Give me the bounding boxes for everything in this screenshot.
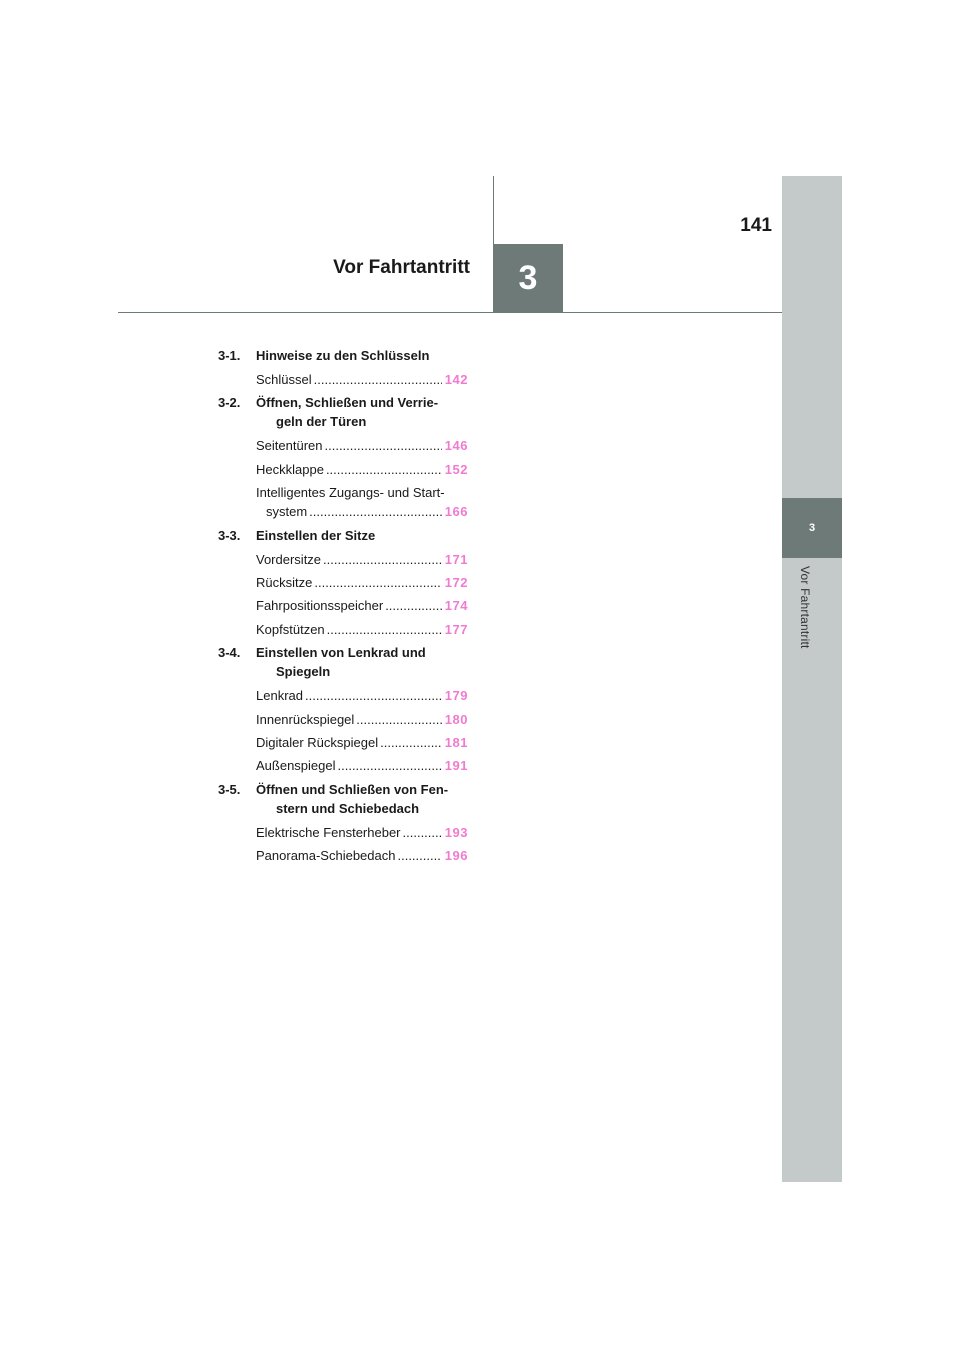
chapter-side-tab[interactable] xyxy=(782,498,842,558)
page-link[interactable]: 146 xyxy=(444,438,468,454)
page-link[interactable]: 196 xyxy=(444,848,468,864)
section-number: 3-4. xyxy=(218,645,241,661)
toc-section xyxy=(218,526,468,545)
entry-title: Außenspiegel xyxy=(256,758,336,774)
toc-entry[interactable] xyxy=(256,620,468,639)
side-tab-number: 3 xyxy=(808,522,816,534)
section-title xyxy=(256,643,468,681)
page-link[interactable]: 179 xyxy=(444,688,468,704)
section-title-line: stern und Schiebedach xyxy=(276,800,420,816)
entry-title: Digitaler Rückspiegel xyxy=(256,734,379,750)
entry-title: Innenrückspiegel xyxy=(256,711,355,727)
toc-entry[interactable] xyxy=(256,756,468,775)
toc-entry[interactable] xyxy=(256,573,468,592)
toc-entry[interactable] xyxy=(256,370,468,389)
entry-title: Heckklappe xyxy=(256,461,324,477)
entry-title: Fahrpositionsspeicher xyxy=(256,598,384,614)
side-strip xyxy=(782,176,842,1182)
page-link[interactable]: 177 xyxy=(444,621,468,637)
toc-entry[interactable] xyxy=(256,710,468,729)
toc-entry[interactable] xyxy=(256,686,468,705)
entry-title: Schlüssel xyxy=(256,372,312,387)
chapter-number: 3 xyxy=(518,259,538,297)
entry-title: Seitentüren xyxy=(256,438,323,454)
entry-title: Elektrische Fensterheber xyxy=(256,824,401,840)
section-title-line: Öffnen und Schließen von Fen- xyxy=(256,781,449,797)
page-link[interactable]: 180 xyxy=(444,711,468,727)
toc-section xyxy=(218,780,468,818)
section-title xyxy=(256,393,468,431)
entry-title-continued: system xyxy=(266,504,308,520)
page-link[interactable]: 172 xyxy=(444,574,468,590)
page-link[interactable]: 181 xyxy=(444,734,468,750)
entry-title: Kopfstützen xyxy=(256,621,325,637)
chapter-number-box xyxy=(493,244,563,313)
entry-title: Intelligentes Zugangs- und Start- xyxy=(256,485,445,501)
section-number: 3-5. xyxy=(218,781,241,797)
section-title-line: Spiegeln xyxy=(276,664,331,680)
side-tab-label: Vor Fahrtantritt xyxy=(798,566,812,649)
section-title-line: Öffnen, Schließen und Verrie- xyxy=(256,395,439,411)
toc-entry[interactable] xyxy=(256,483,468,521)
section-title-line: Einstellen von Lenkrad und xyxy=(256,645,426,661)
entry-title: Panorama-Schiebedach xyxy=(256,848,396,864)
toc-section xyxy=(218,346,468,365)
page-link[interactable]: 171 xyxy=(444,551,468,567)
page-link[interactable]: 152 xyxy=(444,461,468,477)
table-of-contents xyxy=(218,346,468,869)
section-title: Einstellen der Sitze xyxy=(256,527,376,543)
entry-title: Rücksitze xyxy=(256,574,313,590)
header-vertical-rule xyxy=(493,176,494,246)
entry-title: Vordersitze xyxy=(256,551,322,567)
toc-entry[interactable] xyxy=(256,733,468,752)
toc-entry[interactable] xyxy=(256,596,468,615)
toc-section xyxy=(218,393,468,431)
section-title-line: geln der Türen xyxy=(276,414,367,430)
section-number: 3-3. xyxy=(218,527,241,543)
chapter-title: Vor Fahrtantritt xyxy=(333,257,470,278)
page-link[interactable]: 191 xyxy=(444,758,468,774)
entry-title: Lenkrad xyxy=(256,688,303,704)
toc-entry[interactable] xyxy=(256,460,468,479)
section-title xyxy=(256,780,468,818)
toc-entry[interactable] xyxy=(256,550,468,569)
page-link[interactable]: 193 xyxy=(444,824,468,840)
toc-entry[interactable] xyxy=(256,436,468,455)
section-number: 3-2. xyxy=(218,395,241,411)
section-title: Hinweise zu den Schlüsseln xyxy=(256,348,430,363)
page-link[interactable]: 166 xyxy=(444,504,468,520)
page-link[interactable]: 174 xyxy=(444,598,468,614)
toc-section xyxy=(218,643,468,681)
page-link[interactable]: 142 xyxy=(444,372,468,387)
section-number: 3-1. xyxy=(218,348,241,363)
toc-entry[interactable] xyxy=(256,846,468,865)
page-number: 141 xyxy=(740,215,772,236)
header-horizontal-rule xyxy=(118,312,782,313)
toc-entry[interactable] xyxy=(256,823,468,842)
